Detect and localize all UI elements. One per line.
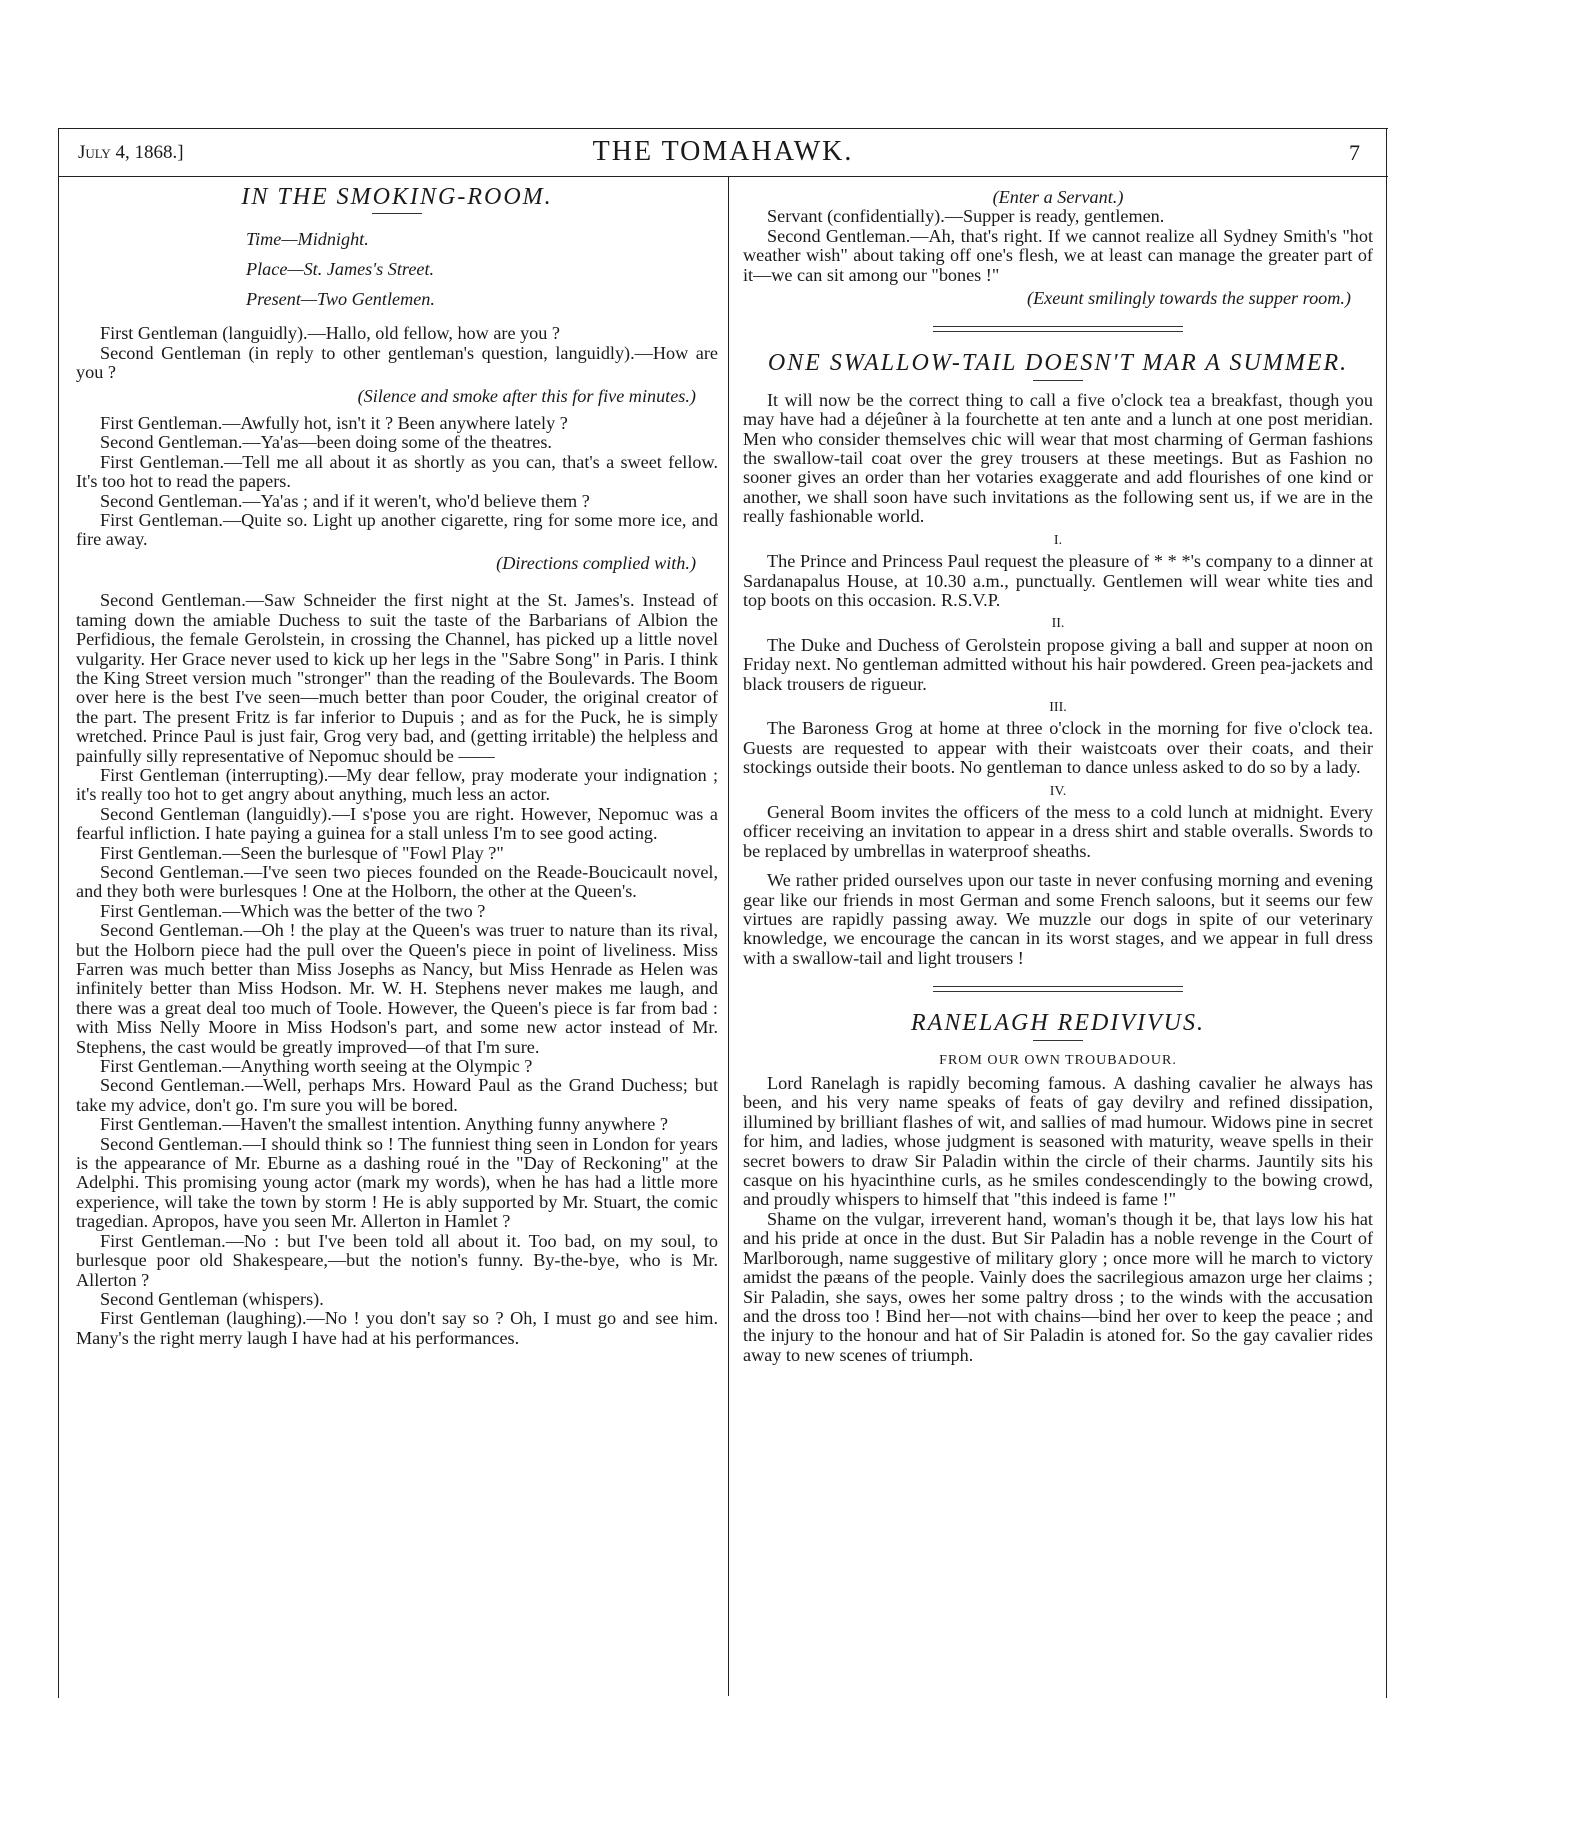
dialogue-line: Second Gentleman.—Ya'as ; and if it weren't, who'd believe them ? (100, 490, 590, 511)
top-rule (58, 128, 1388, 129)
dialogue-line: First Gentleman.—Tell me all about it as shortly as you can, that's a sweet fellow. It's too hot to read the papers. (76, 451, 718, 492)
dialogue-line: Second Gentleman.—Well, perhaps Mrs. Howard Paul as the Grand Duchess; but take my advice, don't go. I'm sure you will be bored. (76, 1075, 718, 1115)
dialogue-line: Second Gentleman (languidly).—I s'pose you are right. However, Nepomuc was a fearful infliction. I hate paying a guinea for a stall unless I'm to see good acting. (76, 803, 718, 844)
invitation-number: I. (1053, 532, 1063, 548)
dialogue-line: First Gentleman.—No : but I've been told all about it. Too bad, on my soul, to burlesque poor old Shakespeare,—but the notion's funny. By-the-bye, who is Mr. Allerton ? (76, 1230, 718, 1290)
scene-present: Present—Two Gentlemen. (246, 289, 435, 310)
left-border (58, 128, 59, 1698)
invitation-number: IV. (1049, 783, 1067, 799)
right-column (743, 188, 1373, 1365)
invitation-text: The Baroness Grog at home at three o'clock in the morning for five o'clock tea. Guests are requested to appear with their waistcoats over their coats, and their stockings outside their boots. No gentleman to dance unless asked to do so by a lady. (743, 718, 1373, 778)
dialogue-line: Second Gentleman.—I've seen two pieces founded on the Reade-Boucicault novel, and they both were burlesques ! One at the Holborn, the other at the Queen's. (76, 861, 718, 902)
dialogue-line: Second Gentleman (in reply to other gentleman's question, languidly).—How are you ? (76, 342, 718, 383)
article-heading-smoking-room: IN THE SMOKING-ROOM. (241, 184, 553, 210)
dialogue-line: First Gentleman (languidly).—Hallo, old fellow, how are you ? (100, 323, 560, 344)
article-paragraph: It will now be the correct thing to call a five o'clock tea a breakfast, though you may have had a déjeûner à la fourchette at ten ante and a lunch at one post meridian. Men who consider themselves chic will wear that most charming of German fashions the swallow-tail coat over the grey trousers at these meetings. But as Fashion no sooner gives an order than her votaries exaggerate and add flourishes of one kind or another, we shall soon have such invitations as the following sent us, if we are in the really fashionable world. (743, 389, 1373, 527)
issue-date: July 4, 1868.] (78, 142, 184, 163)
heading-rule (372, 213, 422, 214)
dialogue-line: First Gentleman.—Awfully hot, isn't it ? Been anywhere lately ? (100, 413, 568, 434)
dialogue-line: First Gentleman.—Anything worth seeing at the Olympic ? (100, 1056, 533, 1077)
masthead-rule (58, 176, 1388, 177)
invitation-text: General Boom invites the officers of the mess to a cold lunch at midnight. Every officer receiving an invitation to appear in a dress shirt and stable overalls. Swords to be replaced by umbrellas in waterproof sheaths. (743, 801, 1373, 861)
dialogue-line: Second Gentleman.—Saw Schneider the first night at the St. James's. Instead of taming down the amiable Duchess to suit the taste of the Barbarians of Albion the Perfidious, the female Gerolstein, in crossing the Channel, has picked up a little novel vulgarity. Her Grace never used to kick up her legs in the "Sabre Song" in Paris. I think the King Street version much "stronger" than the reading of the Boulevards. The Boom over here is the best I've seen—much better than poor Couder, the original creator of the part. The present Fritz is far inferior to Dupuis ; and as for the Puck, he is simply wretched. Prince Paul is just fair, Grog very bad, and (getting irritable) the helpless and painfully silly representative of Nepomuc should be —— (76, 590, 718, 766)
article-paragraph: We rather prided ourselves upon our taste in never confusing morning and evening gear like our friends in most German and some French saloons, but it seems our few virtues are rapidly passing away. We muzzle our dogs in spite of our veterinary knowledge, we encourage the cancan in its worst stages, and we appear in full dress with a swallow-tail and light trousers ! (743, 870, 1373, 968)
right-border (1386, 128, 1387, 1698)
article-byline: FROM OUR OWN TROUBADOUR. (939, 1052, 1177, 1068)
scene-time: Time—Midnight. (246, 229, 369, 250)
scene-place: Place—St. James's Street. (246, 259, 435, 280)
section-divider (933, 326, 1183, 332)
dialogue-line: Second Gentleman (whispers). (100, 1288, 324, 1309)
masthead (58, 136, 1388, 176)
dialogue-line: Second Gentleman.—Oh ! the play at the Queen's was truer to nature than its rival, but the Holborn piece had the pull over the Queen's piece in point of liveliness. Miss Farren was much better than Miss Josephs as Nancy, but Miss Henrade as Helen was infinitely better than Miss Hodson. Mr. W. H. Stephens never makes me laugh, and there was a great deal too much of Toole. However, the Queen's piece is far from bad : with Miss Nelly Moore in Miss Hodson's part, and some new actor instead of Mr. Stephens, the cast would be greatly improved—of that I'm sure. (76, 920, 718, 1057)
heading-rule (1033, 1040, 1083, 1041)
article-heading-ranelagh: RANELAGH REDIVIVUS. (911, 1010, 1205, 1037)
heading-rule (1033, 380, 1083, 381)
dialogue-line: First Gentleman (interrupting).—My dear fellow, pray moderate your indignation ; it's really too hot to get angry about anything, much less an actor. (76, 764, 718, 805)
dialogue-line: First Gentleman.—Haven't the smallest intention. Anything funny anywhere ? (100, 1114, 668, 1135)
dialogue-line: First Gentleman (laughing).—No ! you don't say so ? Oh, I must go and see him. Many's the right merry laugh I have had at his performances. (76, 1308, 718, 1348)
article-heading-swallow-tail: ONE SWALLOW-TAIL DOESN'T MAR A SUMMER. (767, 350, 1349, 377)
column-divider (728, 176, 729, 1696)
left-column (76, 184, 718, 1348)
dialogue-line: First Gentleman.—Which was the better of the two ? (100, 900, 486, 921)
invitation-text: The Prince and Princess Paul request the pleasure of * * *'s company to a dinner at Sardanapalus House, at 10.30 a.m., punctually. Gentlemen will wear white ties and top boots on this occasion. R.S.V.P. (743, 551, 1373, 610)
publication-title: THE TOMAHAWK. (592, 136, 854, 167)
dialogue-line: Second Gentleman.—Ah, that's right. If we cannot realize all Sydney Smith's "hot weather wish" about taking off one's flesh, we at least can manage the greater part of it—we can sit among our "bones !" (743, 225, 1373, 285)
section-divider (933, 986, 1183, 992)
dialogue-line: First Gentleman.—Seen the burlesque of "Fowl Play ?" (100, 842, 504, 863)
stage-direction-exeunt: (Exeunt smilingly towards the supper room.) (1027, 288, 1351, 309)
dialogue-line: Second Gentleman.—I should think so ! The funniest thing seen in London for years is the appearance of Mr. Eburne as a dashing roué in the "Day of Reckoning" at the Adelphi. This promising young actor (mark my words), when he has had a little more experience, will take the town by storm ! He is ably supported by Mr. Stuart, the comic tragedian. Apropos, have you seen Mr. Allerton in Hamlet ? (76, 1133, 718, 1232)
invitation-text: The Duke and Duchess of Gerolstein propose giving a ball and supper at noon on Friday next. No gentleman admitted without his hair powdered. Green pea-jackets and black trousers de rigueur. (743, 634, 1373, 694)
article-paragraph: Lord Ranelagh is rapidly becoming famous. A dashing cavalier he always has been, and his very name speaks of feats of gay devilry and refined dissipation, illumined by brilliant flashes of wit, and sallies of mad humour. Widows pine in secret for him, and ladies, whose judgment is seasoned with maturity, weave spells in their secret bowers to draw Sir Paladin within the circle of their charms. Jauntily sits his casque on his hyacinthine curls, as he smiles condescendingly to the bowing crowd, and proudly whispers to himself that "this indeed is fame !" (743, 1073, 1373, 1210)
invitation-number: II. (1051, 616, 1065, 632)
dialogue-line: Servant (confidentially).—Supper is ready, gentlemen. (767, 206, 1165, 227)
article-paragraph: Shame on the vulgar, irreverent hand, woman's though it be, that lays low his hat and his pride at once in the dust. But Sir Paladin has a noble revenge in the Court of Marlborough, name suggestive of military glory ; once more will he march to victory amidst the pæans of the people. Vainly does the sacrilegious amazon urge her claims ; Sir Paladin, she says, owes her some paltry dross ; to the winds with the accusation and the dross too ! Bind her—not with chains—bind her over to keep the peace ; and the injury to the honour and hat of Sir Paladin is atoned for. So the gay cavalier rides away to new scenes of triumph. (743, 1208, 1373, 1365)
dialogue-line: Second Gentleman.—Ya'as—been doing some of the theatres. (100, 432, 552, 453)
stage-direction: (Silence and smoke after this for five minutes.) (357, 385, 696, 406)
stage-direction-enter: (Enter a Servant.) (992, 187, 1124, 207)
page-number: 7 (1349, 140, 1360, 165)
stage-direction: (Directions complied with.) (496, 552, 696, 573)
dialogue-line: First Gentleman.—Quite so. Light up another cigarette, ring for some more ice, and fire away. (76, 510, 718, 550)
newspaper-page (58, 128, 1388, 1698)
invitation-number: III. (1049, 699, 1067, 715)
